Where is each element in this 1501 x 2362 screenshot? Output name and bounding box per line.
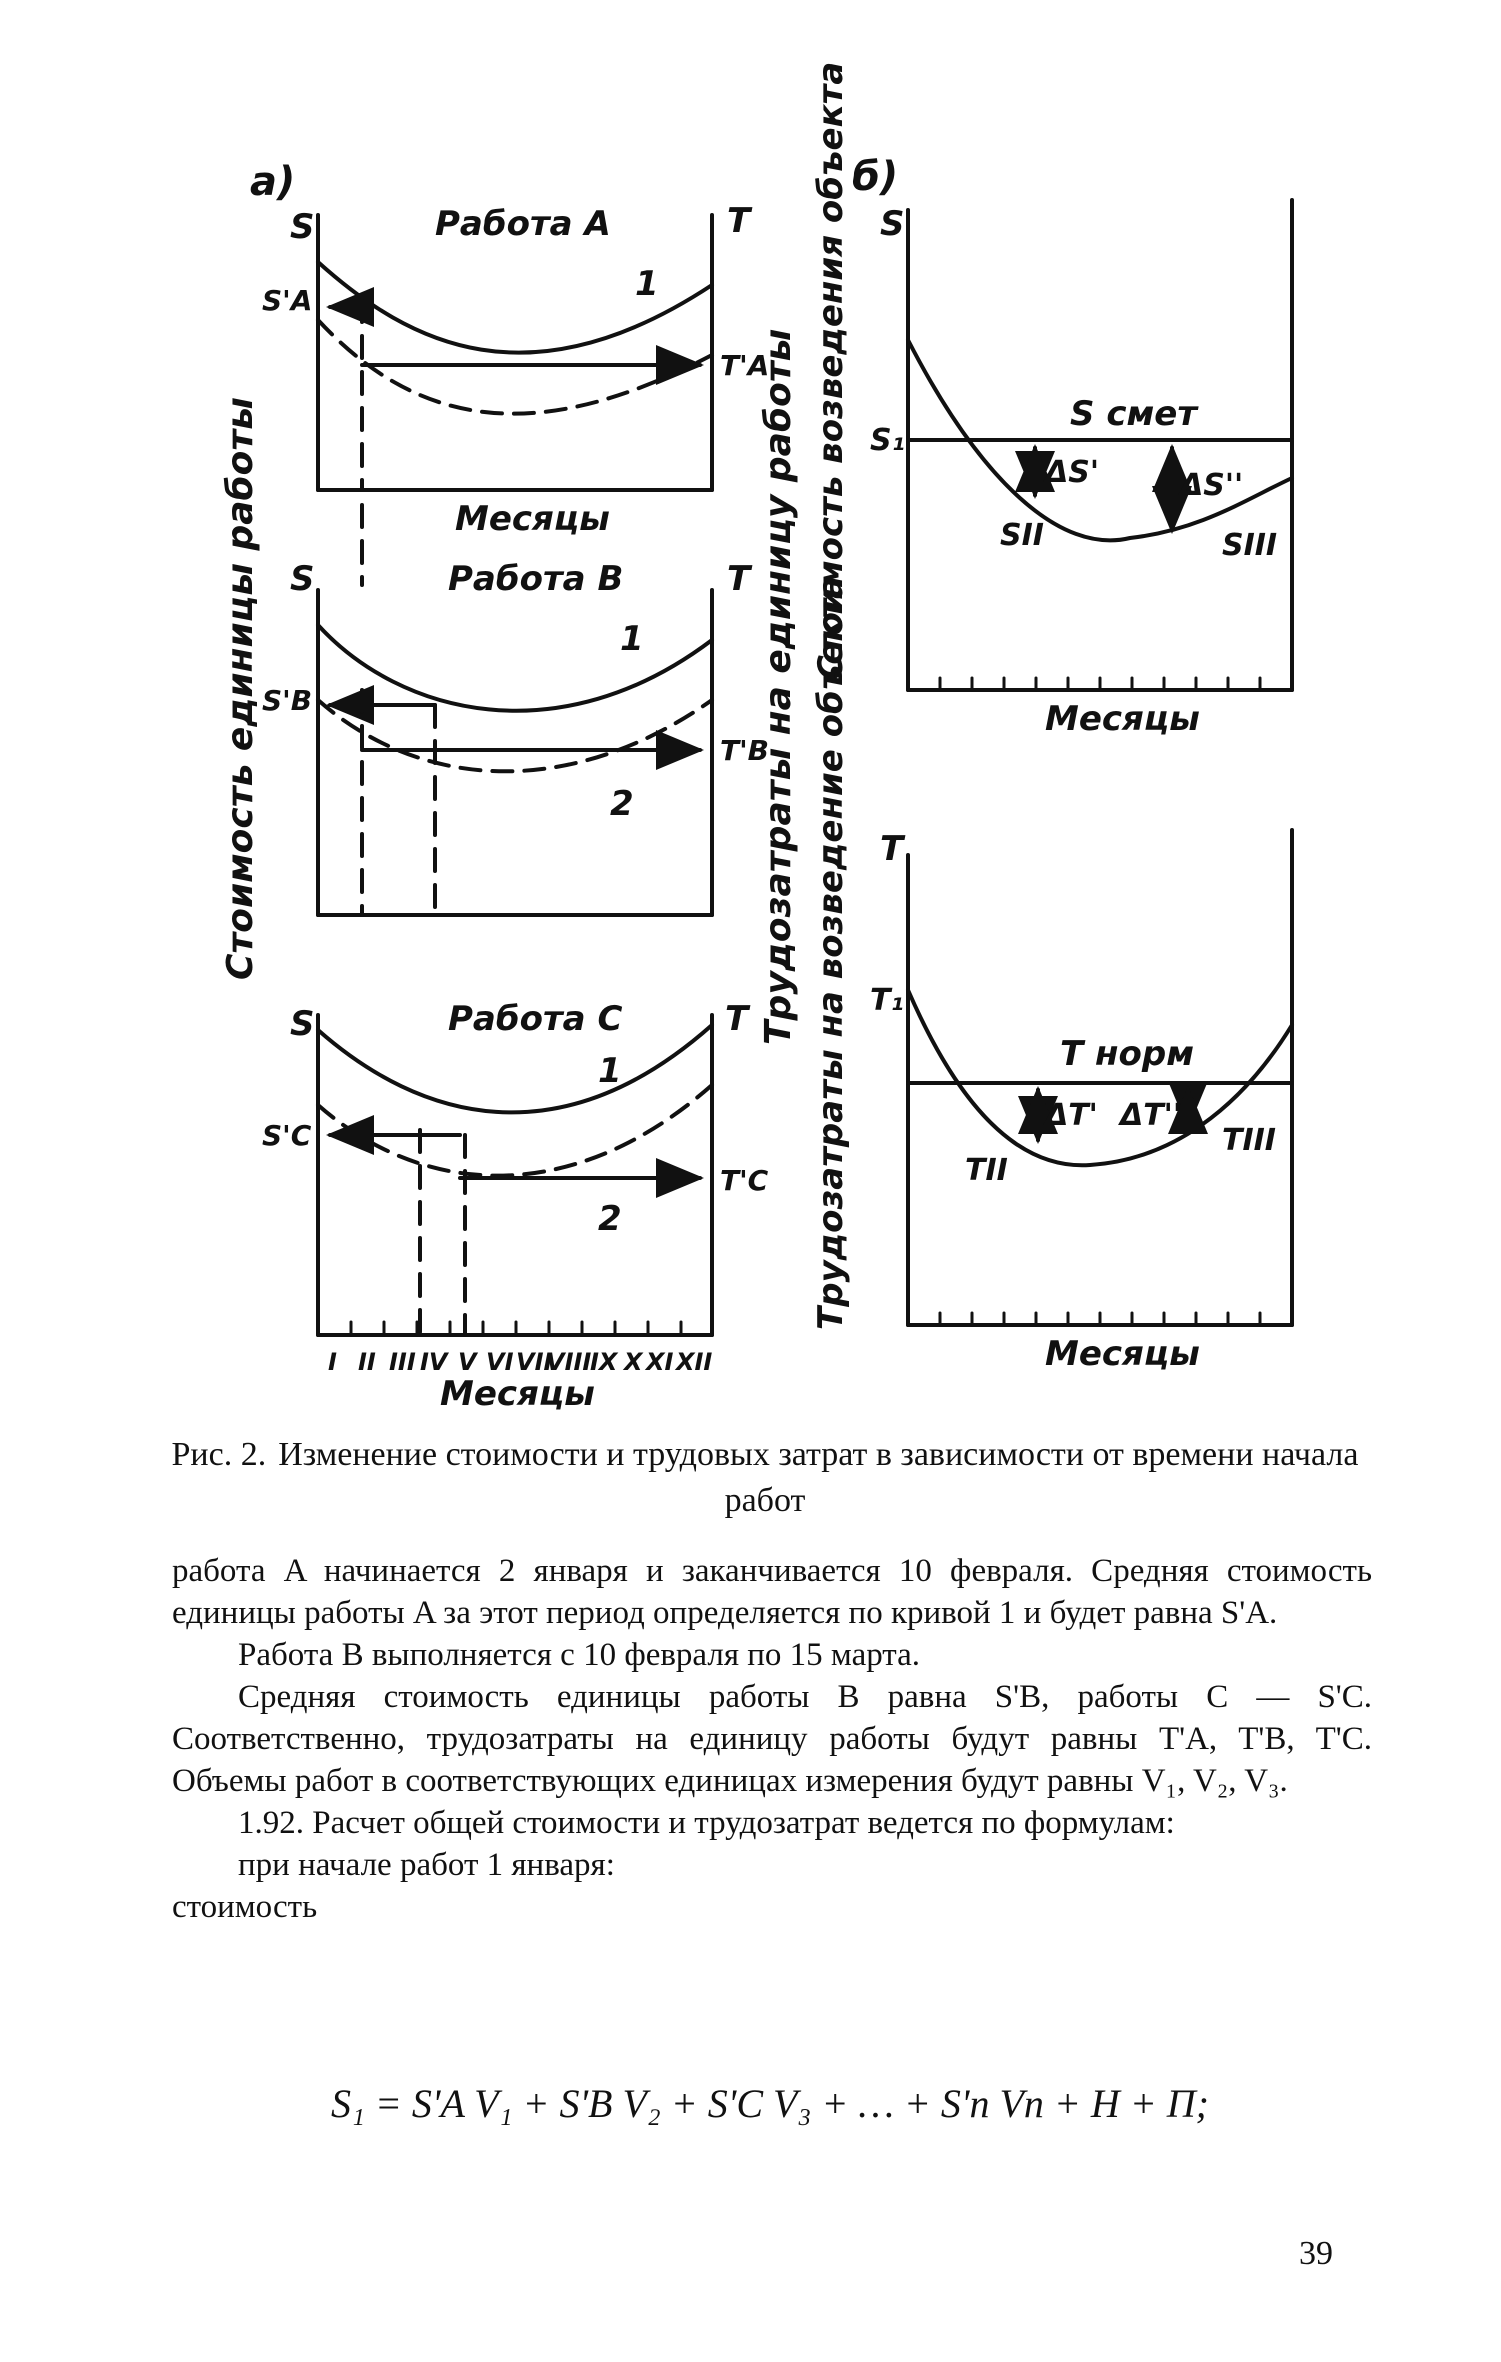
- norm-label: T норм: [1060, 1034, 1195, 1074]
- month-label: V: [458, 1348, 477, 1376]
- paragraph: 1.92. Расчет общей стоимости и трудозатрат ведется по формулам:: [238, 1805, 1175, 1841]
- curve-2-c: [318, 1085, 712, 1176]
- y-label-b-top: S: [880, 204, 905, 244]
- month-labels-c: [328, 1348, 712, 1376]
- t-label-c: T: [725, 999, 749, 1039]
- axis-title-cost-unit: Стоимость единицы работы: [220, 397, 261, 980]
- formula: S₁ = S'A V₁ + S'B V₂ + S'C V₃ + … + S'n Vn + H + П;: [330, 2081, 1209, 2126]
- month-label: IX: [590, 1348, 618, 1376]
- xlabel-a: Месяцы: [455, 499, 610, 539]
- month-label: II: [358, 1348, 376, 1376]
- body-text: [172, 1550, 1372, 1928]
- panel-b-label: б): [852, 154, 899, 200]
- estimate-label: S смет: [1070, 394, 1198, 434]
- delta-s1-label: ΔS': [1045, 455, 1100, 490]
- y-label-b-bot: T: [880, 829, 904, 869]
- curve-label-1-b: 1: [620, 619, 644, 659]
- s-label-c: S: [290, 1004, 315, 1044]
- level-label-t1: T₁: [870, 983, 904, 1018]
- axis-title-object-cost: Стоимость возведения объекта: [811, 61, 851, 680]
- axis-title-object-labor: Трудозатраты на возведение объекта: [811, 575, 851, 1330]
- delta-t2-label: ΔT'': [1120, 1098, 1183, 1133]
- month-label: VI: [486, 1348, 514, 1376]
- xlabel-c: Месяцы: [440, 1374, 595, 1414]
- title-b: Работа В: [448, 559, 624, 599]
- t-label-a: T: [727, 201, 751, 241]
- month-label: IV: [420, 1348, 448, 1376]
- subplot-work-c: [318, 1015, 712, 1335]
- s-value-b: S'B: [262, 684, 313, 717]
- paragraph: при начале работ 1 января:: [238, 1847, 615, 1883]
- curve-label-1-c: 1: [598, 1051, 622, 1091]
- month-label: III: [389, 1348, 416, 1376]
- paragraph: Работа B выполняется с 10 февраля по 15 марта.: [238, 1637, 921, 1673]
- subplot-work-b: [318, 590, 712, 915]
- panel-b-labor: [908, 830, 1292, 1325]
- caption-label: Рис. 2.: [171, 1436, 267, 1473]
- t-value-a: T'A: [720, 349, 770, 382]
- level-label-s1: S₁: [870, 423, 905, 458]
- paragraph: работа A начинается 2 января и заканчивается 10 февраля. Средняя стоимость единицы работы A за этот период определяется по кривой 1 и будет равна S'A.: [172, 1553, 1372, 1631]
- xlabel-b-bot: Месяцы: [1045, 1334, 1200, 1374]
- page-number: 39: [1299, 2235, 1333, 2272]
- title-c: Работа С: [448, 999, 623, 1039]
- axis-title-labor-unit: Трудозатраты на единицу работы: [758, 328, 799, 1045]
- curve-label-2-c: 2: [598, 1199, 622, 1239]
- month-label: XI: [646, 1348, 674, 1376]
- panel-b-cost: [908, 200, 1292, 690]
- paragraph: стоимость: [172, 1889, 318, 1925]
- t-value-b: T'B: [720, 734, 770, 767]
- subplot-work-a: [318, 215, 712, 490]
- title-a: Работа А: [435, 204, 611, 244]
- point-s3: SIII: [1222, 528, 1278, 563]
- month-label: X: [624, 1348, 643, 1376]
- caption-text: Изменение стоимости и трудовых затрат в зависимости от времени начала работ: [278, 1436, 1359, 1519]
- s-value-c: S'C: [262, 1119, 312, 1152]
- delta-t1-label: ΔT': [1045, 1098, 1098, 1133]
- t-value-c: T'C: [720, 1164, 769, 1197]
- s-label-b: S: [290, 559, 315, 599]
- t-label-b: T: [727, 559, 751, 599]
- xlabel-b-top: Месяцы: [1045, 699, 1200, 739]
- point-t3: TIII: [1222, 1123, 1276, 1158]
- month-label: XII: [676, 1348, 713, 1376]
- month-label: I: [328, 1348, 337, 1376]
- s-label-a: S: [290, 207, 315, 247]
- month-label: VIII: [546, 1348, 592, 1376]
- point-s2: SII: [1000, 518, 1044, 553]
- month-label: VII: [516, 1348, 553, 1376]
- curve-1-b: [318, 625, 712, 711]
- s-value-a: S'A: [262, 284, 313, 317]
- curve-label-2-b: 2: [610, 784, 634, 824]
- point-t2: TII: [965, 1153, 1008, 1188]
- delta-s2-label: ΔS'': [1180, 468, 1244, 503]
- paragraph: Средняя стоимость единицы работы B равна S'B, работы C — S'C. Соответственно, трудозатраты на единицу работы будут равны T'A, T'B, T'C. Объемы работ в соответствующих единицах измерения будут равны V₁, V₂, V₃.: [172, 1679, 1372, 1799]
- curve-label-1-a: 1: [635, 264, 659, 304]
- figure-caption: [170, 1432, 1360, 1524]
- panel-a-label: а): [250, 159, 296, 205]
